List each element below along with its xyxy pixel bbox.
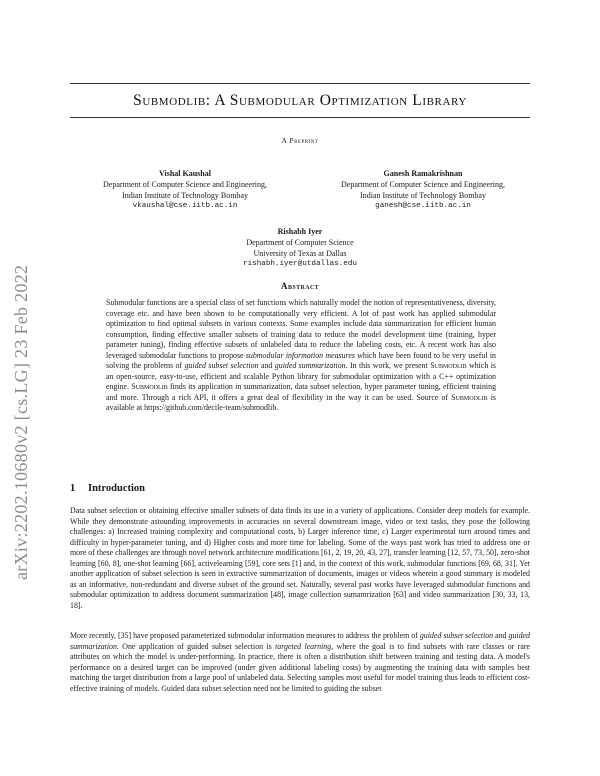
author-institution: Indian Institute of Technology Bombay	[122, 191, 248, 200]
section-heading	[70, 483, 145, 494]
preprint-label: A Preprint	[281, 136, 319, 145]
arxiv-identifier: arXiv:2202.10680v2 [cs.LG] 23 Feb 2022	[10, 264, 31, 580]
author-department: Department of Computer Science and Engineering,	[341, 180, 505, 189]
title-bottom-rule	[70, 117, 530, 118]
author-name: Vishal Kaushal	[159, 169, 211, 178]
author-institution: Indian Institute of Technology Bombay	[360, 191, 486, 200]
author-email[interactable]: vkaushal@cse.iitb.ac.in	[132, 202, 238, 210]
intro-paragraph-1: Data subset selection or obtaining effective smaller subsets of data finds its use in a variety of applications. Consider deep models for example. While they demonstrate astounding improvements in accuracies on several downstream image, video or text tasks, they pose the following challenges: a) Increased training complexity and computational costs, b) Larger inference time, c) Larger experimental turn around times and difficulty in hyper-parameter tuning, and d) Higher costs and more time for labeling. Some of the ways past work has tried to address one or more of these challenges are through novel network architecture modifications [61, 2, 19, 20, 43, 27], transfer learning [12, 57, 73, 50], zero-shot learning [60, 8], one-shot learning [66], activelearning [59], core sets [1] and, in the context of this work, submodular functions [69, 68, 31]. Yet another application of subset selection is seen in extractive summarization of documents, images or videos wherein a good summary is modeled as an informative, non-redundant and diverse subset of the ground set. Naturally, several past works have leveraged submodular functions and submodular optimization to address document summarization [48], image collection sumamrization [63] and video summarization [30, 33, 13, 18].	[70, 506, 530, 610]
section-title: Introduction	[88, 483, 145, 494]
section-number: 1	[70, 483, 76, 494]
author-email[interactable]: ganesh@cse.iitb.ac.in	[375, 202, 471, 210]
abstract-heading: Abstract	[280, 281, 320, 291]
author-name: Rishabh Iyer	[277, 227, 323, 236]
author-department: Department of Computer Science and Engineering,	[103, 180, 267, 189]
author-block	[190, 226, 410, 270]
paper-title: Submodlib: A Submodular Optimization Library	[133, 92, 467, 109]
author-institution: University of Texas at Dallas	[253, 249, 347, 258]
intro-paragraph-2: More recently, [35] have proposed parameterized submodular information measures to address the problem of guided subset selection and guided summarization. One application of guided subset selection is targeted learning, where the goal is to find subsets with rare classes or rare attributes on which the model is under-performing. In practice, there is often a distribution shift between training and testing data. A model's performance on a desired target can be improved (under given additional labeling costs) by augmenting the training data with samples best matching the target distribution from a large pool of unlabeled data. Selecting samples most useful for model training thus leads to efficient cost-effective training of models. Guided data subset selection need not be limited to guiding the subset	[70, 631, 530, 693]
author-name: Ganesh Ramakrishnan	[383, 169, 463, 178]
author-block	[318, 168, 528, 212]
title-top-rule	[70, 83, 530, 84]
author-email[interactable]: rishabh.iyer@utdallas.edu	[243, 260, 357, 268]
abstract-text: Submodular functions are a special class of set functions which naturally model the notion of representativeness, diversity, coverage etc. and have been shown to be computationally very efficient. A lot of past work has applied submodular optimization to find optimal subsets in various contexts. Some examples include data summarization for efficient human consumption, finding effective smaller subsets of training data to reduce the model development time (training, hyper parameter tuning), finding effective subsets of unlabeled data to reduce the labeling costs, etc. A recent work has also leveraged submodular functions to propose submodular information measures which have been found to be very useful in solving the problems of guided subset selection and guided summarization. In this work, we present Submodlib which is an open-source, easy-to-use, efficient and scalable Python library for submodular optimization with a C++ optimization engine. Submodlib finds its application in summarization, data subset selection, hyper parameter tuning, efficient training and more. Through a rich API, it offers a great deal of flexibility in the way it can be used. Source of Submodlib is available at https://github.com/decile-team/submodlib.	[106, 298, 497, 413]
author-block	[80, 168, 290, 212]
author-department: Department of Computer Science	[246, 238, 354, 247]
